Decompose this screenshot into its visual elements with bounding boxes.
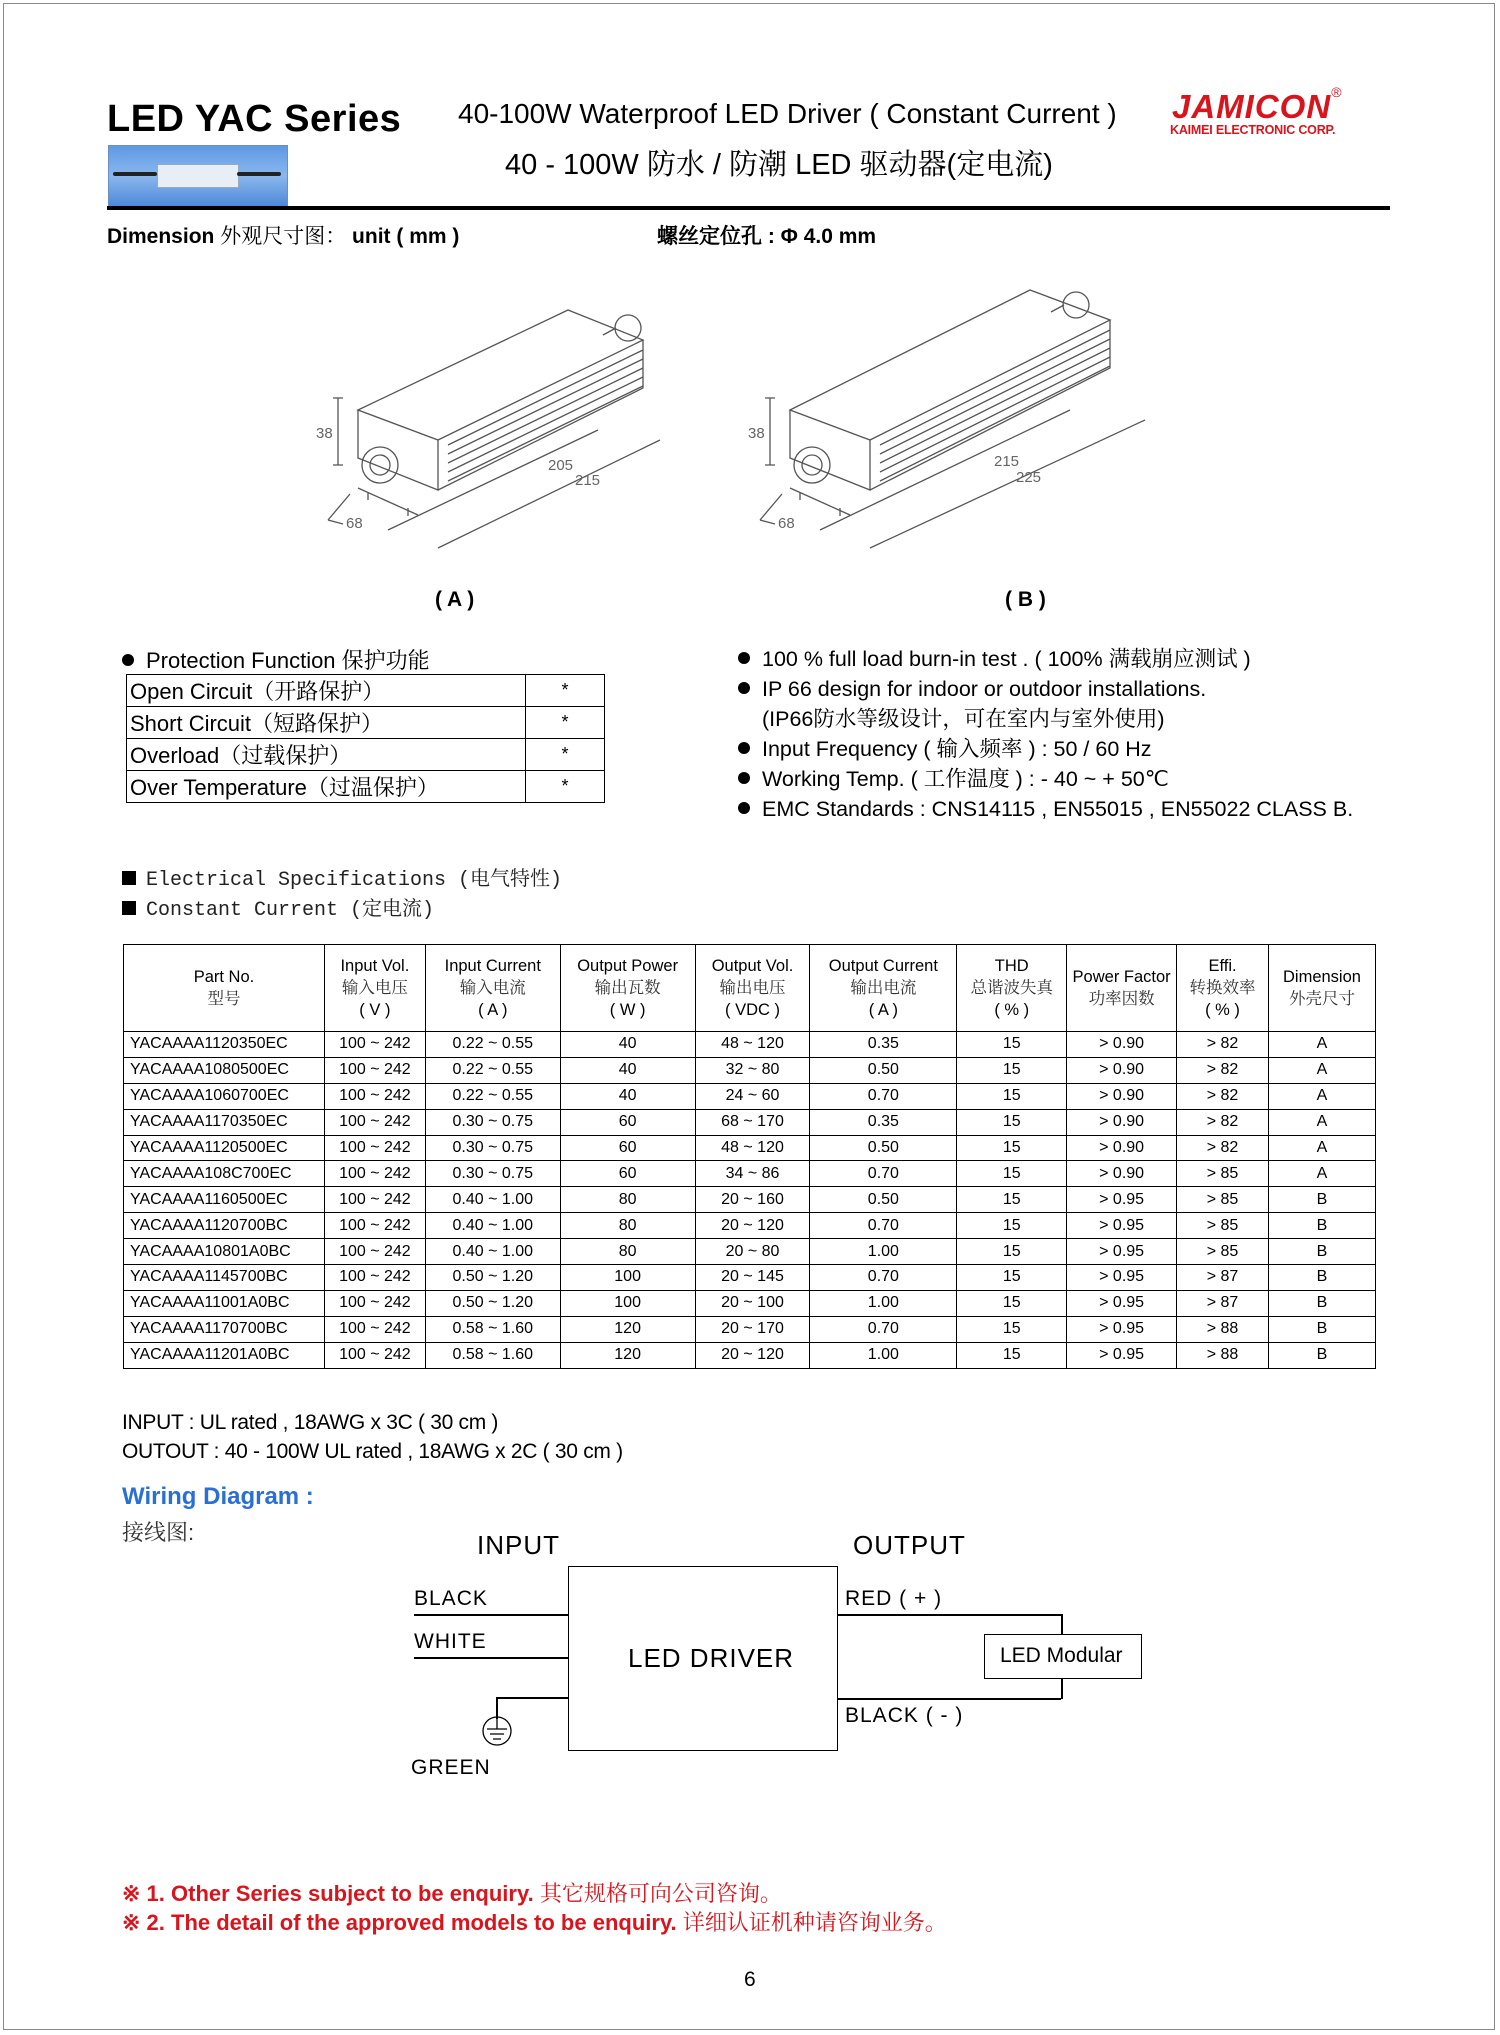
table-cell: > 0.90 [1067, 1109, 1177, 1135]
table-cell: 0.50 [810, 1135, 957, 1161]
table-cell: 48 ~ 120 [695, 1032, 810, 1058]
table-cell: 0.30 ~ 0.75 [425, 1161, 560, 1187]
table-cell: 60 [560, 1109, 695, 1135]
table-cell: YACAAAA1120500EC [124, 1135, 325, 1161]
table-cell: > 0.95 [1067, 1265, 1177, 1291]
table-cell: 1.00 [810, 1342, 957, 1368]
table-cell: 100 ~ 242 [324, 1083, 425, 1109]
table-cell: 20 ~ 160 [695, 1187, 810, 1213]
table-cell: B [1268, 1239, 1375, 1265]
table-cell: 20 ~ 145 [695, 1265, 810, 1291]
table-cell: > 87 [1177, 1290, 1269, 1316]
table-cell: 0.40 ~ 1.00 [425, 1187, 560, 1213]
table-cell: 120 [560, 1342, 695, 1368]
wire-black-neg-rise [1061, 1679, 1063, 1699]
list-item: (IP66防水等级设计，可在室内与室外使用) [762, 707, 1165, 731]
table-cell: YACAAAA1170350EC [124, 1109, 325, 1135]
dimension-drawing-a [298, 280, 668, 570]
table-cell: 34 ~ 86 [695, 1161, 810, 1187]
table-row [124, 1342, 1376, 1368]
table-cell: YACAAAA1080500EC [124, 1057, 325, 1083]
table-cell: B [1268, 1342, 1375, 1368]
table-cell: A [1268, 1161, 1375, 1187]
drawing-b-width: 68 [778, 515, 795, 532]
table-cell: 0.58 ~ 1.60 [425, 1316, 560, 1342]
table-cell: 80 [560, 1187, 695, 1213]
dimension-drawing-b [740, 280, 1160, 570]
table-cell: YACAAAA1060700EC [124, 1083, 325, 1109]
list-item: 100 % full load burn-in test . ( 100% 满载崩应测试 ) [738, 644, 1353, 674]
table-cell: B [1268, 1213, 1375, 1239]
table-header-cell: Output Power 输出瓦数 ( W ) [560, 945, 695, 1032]
feature-list [738, 644, 1353, 824]
table-row [124, 1265, 1376, 1291]
ground-icon [481, 1715, 513, 1747]
table-cell: > 0.90 [1067, 1032, 1177, 1058]
spec-heading-electrical: Electrical Specifications (电气特性) [122, 862, 562, 892]
table-row [124, 1187, 1376, 1213]
wiring-output-label: OUTPUT [853, 1530, 966, 1560]
table-cell: 0.40 ~ 1.00 [425, 1213, 560, 1239]
table-cell: 100 ~ 242 [324, 1316, 425, 1342]
wire-black-label: BLACK [414, 1587, 488, 1610]
drawing-b-label: ( B ) [1005, 588, 1046, 611]
protection-title: Protection Function 保护功能 [122, 644, 430, 675]
table-row [124, 1213, 1376, 1239]
table-cell: 20 ~ 80 [695, 1239, 810, 1265]
bullet-icon [122, 654, 134, 666]
drawing-a-inner-length: 205 [548, 457, 574, 474]
header-rule [107, 206, 1390, 210]
table-cell: 100 ~ 242 [324, 1342, 425, 1368]
table-cell: 15 [957, 1032, 1067, 1058]
input-cable-spec: INPUT : UL rated , 18AWG x 3C ( 30 cm ) [122, 1411, 499, 1434]
spec-table [123, 944, 1376, 1369]
table-cell: 100 ~ 242 [324, 1057, 425, 1083]
table-cell: 80 [560, 1239, 695, 1265]
table-row [124, 1290, 1376, 1316]
table-cell: 100 ~ 242 [324, 1290, 425, 1316]
wire-white [414, 1657, 568, 1659]
wire-black [414, 1614, 568, 1616]
table-header-cell: Input Vol. 输入电压 ( V ) [324, 945, 425, 1032]
table-cell: > 85 [1177, 1161, 1269, 1187]
bullet-icon [738, 802, 750, 814]
table-header-row [124, 945, 1376, 1032]
drawing-a-width: 68 [346, 515, 363, 532]
table-row [124, 1083, 1376, 1109]
table-cell: 0.70 [810, 1161, 957, 1187]
table-cell: YACAAAA11201A0BC [124, 1342, 325, 1368]
drawing-b-outer-length: 225 [1016, 469, 1042, 486]
table-cell: B [1268, 1316, 1375, 1342]
table-cell: YACAAAA10801A0BC [124, 1239, 325, 1265]
brand-company: KAIMEI ELECTRONIC CORP. [1170, 123, 1336, 137]
table-cell: 40 [560, 1032, 695, 1058]
table-cell: 120 [560, 1316, 695, 1342]
table-cell: YACAAAA1145700BC [124, 1265, 325, 1291]
table-cell: > 85 [1177, 1213, 1269, 1239]
bullet-icon [738, 682, 750, 694]
note-2: ※ 2. The detail of the approved models to be enquiry. 详细认证机种请咨询业务。 [122, 1910, 947, 1935]
drawing-a-outer-length: 215 [575, 472, 601, 489]
table-cell: 0.70 [810, 1265, 957, 1291]
table-cell: B [1268, 1265, 1375, 1291]
table-cell: 32 ~ 80 [695, 1057, 810, 1083]
wire-green [496, 1697, 568, 1699]
table-header-cell: Output Current 输出电流 ( A ) [810, 945, 957, 1032]
table-cell: > 82 [1177, 1032, 1269, 1058]
wiring-title-cn: 接线图: [122, 1520, 195, 1545]
table-cell: > 82 [1177, 1135, 1269, 1161]
table-cell: A [1268, 1109, 1375, 1135]
product-title-en: 40-100W Waterproof LED Driver ( Constant Current ) [458, 98, 1117, 129]
table-cell: > 85 [1177, 1187, 1269, 1213]
table-cell: 100 ~ 242 [324, 1213, 425, 1239]
table-cell: 100 ~ 242 [324, 1187, 425, 1213]
wire-black-neg-label: BLACK ( - ) [845, 1704, 964, 1727]
table-cell: 40 [560, 1057, 695, 1083]
table-cell: 0.70 [810, 1316, 957, 1342]
bullet-icon [738, 652, 750, 664]
drawing-b-height: 38 [748, 425, 765, 442]
table-cell: 15 [957, 1135, 1067, 1161]
wire-black-neg [838, 1698, 1061, 1700]
screw-hole-spec: 螺丝定位孔 : Φ 4.0 mm [657, 225, 877, 248]
note-1: ※ 1. Other Series subject to be enquiry. 其它规格可向公司咨询。 [122, 1881, 782, 1906]
table-cell: 0.30 ~ 0.75 [425, 1109, 560, 1135]
table-cell: 15 [957, 1316, 1067, 1342]
table-row: Overload（过载保护） * [127, 739, 605, 771]
table-header-cell: Part No. 型号 [124, 945, 325, 1032]
wire-red-drop [1061, 1614, 1063, 1634]
table-header-cell: Output Vol. 输出电压 ( VDC ) [695, 945, 810, 1032]
table-cell: 0.35 [810, 1109, 957, 1135]
table-cell: > 82 [1177, 1057, 1269, 1083]
dimension-label: Dimension 外观尺寸图： unit ( mm ) [107, 225, 460, 248]
table-cell: 15 [957, 1109, 1067, 1135]
table-row: Short Circuit（短路保护） * [127, 707, 605, 739]
brand-logo: JAMICON® [1172, 84, 1343, 125]
table-cell: A [1268, 1083, 1375, 1109]
table-cell: YACAAAA1120350EC [124, 1032, 325, 1058]
wire-red [838, 1614, 1061, 1616]
square-bullet-icon [122, 901, 136, 915]
table-cell: 48 ~ 120 [695, 1135, 810, 1161]
table-cell: 15 [957, 1290, 1067, 1316]
table-cell: 100 [560, 1265, 695, 1291]
table-cell: 15 [957, 1265, 1067, 1291]
square-bullet-icon [122, 871, 136, 885]
table-row [124, 1239, 1376, 1265]
table-cell: 0.58 ~ 1.60 [425, 1342, 560, 1368]
table-row [124, 1109, 1376, 1135]
table-cell: 40 [560, 1083, 695, 1109]
table-cell: A [1268, 1135, 1375, 1161]
table-cell: 68 ~ 170 [695, 1109, 810, 1135]
wire-red-label: RED ( + ) [845, 1587, 943, 1610]
table-cell: 0.22 ~ 0.55 [425, 1083, 560, 1109]
drawing-a-height: 38 [316, 425, 333, 442]
page-number: 6 [744, 1968, 756, 1991]
drawing-b-inner-length: 215 [994, 453, 1020, 470]
table-cell: 100 ~ 242 [324, 1265, 425, 1291]
table-cell: 20 ~ 120 [695, 1342, 810, 1368]
table-cell: > 0.95 [1067, 1213, 1177, 1239]
table-row [124, 1316, 1376, 1342]
table-cell: 0.35 [810, 1032, 957, 1058]
table-cell: 60 [560, 1161, 695, 1187]
table-header-cell: Effi. 转换效率 ( % ) [1177, 945, 1269, 1032]
table-cell: 0.70 [810, 1213, 957, 1239]
table-cell: 0.70 [810, 1083, 957, 1109]
spec-heading-constant-current: Constant Current (定电流) [122, 892, 434, 922]
table-cell: > 88 [1177, 1342, 1269, 1368]
protection-table [126, 674, 605, 803]
table-cell: > 0.95 [1067, 1290, 1177, 1316]
table-cell: 1.00 [810, 1290, 957, 1316]
list-item: Input Frequency ( 输入频率 ) : 50 / 60 Hz [738, 734, 1353, 764]
table-cell: > 0.95 [1067, 1316, 1177, 1342]
registered-mark: ® [1331, 84, 1343, 100]
list-item: Working Temp. ( 工作温度 ) : - 40 ~ + 50℃ [738, 764, 1353, 794]
table-cell: > 0.95 [1067, 1239, 1177, 1265]
table-cell: 15 [957, 1342, 1067, 1368]
wire-white-label: WHITE [414, 1630, 487, 1653]
table-row [124, 1057, 1376, 1083]
table-cell: YACAAAA1120700BC [124, 1213, 325, 1239]
table-header-cell: Input Current 输入电流 ( A ) [425, 945, 560, 1032]
table-cell: > 85 [1177, 1239, 1269, 1265]
table-cell: > 87 [1177, 1265, 1269, 1291]
table-cell: B [1268, 1290, 1375, 1316]
table-cell: 20 ~ 100 [695, 1290, 810, 1316]
table-cell: 15 [957, 1239, 1067, 1265]
table-header-cell: Dimension 外壳尺寸 [1268, 945, 1375, 1032]
table-cell: 80 [560, 1213, 695, 1239]
table-cell: 20 ~ 120 [695, 1213, 810, 1239]
table-cell: 100 ~ 242 [324, 1239, 425, 1265]
table-row [124, 1032, 1376, 1058]
table-cell: 0.50 ~ 1.20 [425, 1290, 560, 1316]
wire-green-label: GREEN [411, 1756, 491, 1779]
table-row: Open Circuit（开路保护） * [127, 675, 605, 707]
list-item: EMC Standards : CNS14115 , EN55015 , EN55022 CLASS B. [738, 794, 1353, 824]
table-cell: YACAAAA1160500EC [124, 1187, 325, 1213]
table-cell: 0.50 [810, 1057, 957, 1083]
table-cell: 100 ~ 242 [324, 1032, 425, 1058]
table-cell: 0.22 ~ 0.55 [425, 1057, 560, 1083]
product-title-cn: 40 - 100W 防水 / 防潮 LED 驱动器(定电流) [505, 149, 1053, 181]
table-row [124, 1135, 1376, 1161]
table-cell: A [1268, 1032, 1375, 1058]
table-cell: 15 [957, 1161, 1067, 1187]
product-photo [108, 145, 288, 207]
table-cell: > 82 [1177, 1083, 1269, 1109]
drawing-a-label: ( A ) [435, 588, 475, 611]
table-row [124, 1161, 1376, 1187]
table-header-cell: Power Factor 功率因数 [1067, 945, 1177, 1032]
bullet-icon [738, 742, 750, 754]
table-cell: > 0.90 [1067, 1161, 1177, 1187]
table-cell: 1.00 [810, 1239, 957, 1265]
series-title: LED YAC Series [107, 98, 402, 140]
table-cell: 15 [957, 1083, 1067, 1109]
table-cell: A [1268, 1057, 1375, 1083]
table-cell: 15 [957, 1057, 1067, 1083]
table-cell: > 82 [1177, 1109, 1269, 1135]
table-cell: 0.50 ~ 1.20 [425, 1265, 560, 1291]
table-cell: B [1268, 1187, 1375, 1213]
led-module-label: LED Modular [1000, 1644, 1123, 1667]
table-cell: > 0.95 [1067, 1187, 1177, 1213]
table-cell: > 88 [1177, 1316, 1269, 1342]
table-cell: 15 [957, 1213, 1067, 1239]
table-cell: 0.30 ~ 0.75 [425, 1135, 560, 1161]
table-cell: 100 ~ 242 [324, 1135, 425, 1161]
table-cell: 15 [957, 1187, 1067, 1213]
wiring-input-label: INPUT [477, 1530, 560, 1560]
table-cell: 24 ~ 60 [695, 1083, 810, 1109]
table-cell: 0.50 [810, 1187, 957, 1213]
table-cell: > 0.90 [1067, 1057, 1177, 1083]
table-cell: YACAAAA108C700EC [124, 1161, 325, 1187]
table-cell: 100 ~ 242 [324, 1109, 425, 1135]
wiring-title: Wiring Diagram : [122, 1483, 314, 1510]
table-cell: 60 [560, 1135, 695, 1161]
table-row: Over Temperature（过温保护） * [127, 771, 605, 803]
table-cell: > 0.90 [1067, 1083, 1177, 1109]
table-cell: 0.40 ~ 1.00 [425, 1239, 560, 1265]
table-cell: 100 ~ 242 [324, 1161, 425, 1187]
output-cable-spec: OUTOUT : 40 - 100W UL rated , 18AWG x 2C ( 30 cm ) [122, 1440, 623, 1463]
table-cell: > 0.90 [1067, 1135, 1177, 1161]
table-cell: 0.22 ~ 0.55 [425, 1032, 560, 1058]
list-item: IP 66 design for indoor or outdoor installations. [738, 674, 1353, 704]
table-header-cell: THD 总谐波失真 ( % ) [957, 945, 1067, 1032]
table-cell: 100 [560, 1290, 695, 1316]
table-cell: YACAAAA1170700BC [124, 1316, 325, 1342]
bullet-icon [738, 772, 750, 784]
table-cell: 20 ~ 170 [695, 1316, 810, 1342]
table-cell: YACAAAA11001A0BC [124, 1290, 325, 1316]
table-cell: > 0.95 [1067, 1342, 1177, 1368]
led-driver-label: LED DRIVER [628, 1643, 795, 1673]
